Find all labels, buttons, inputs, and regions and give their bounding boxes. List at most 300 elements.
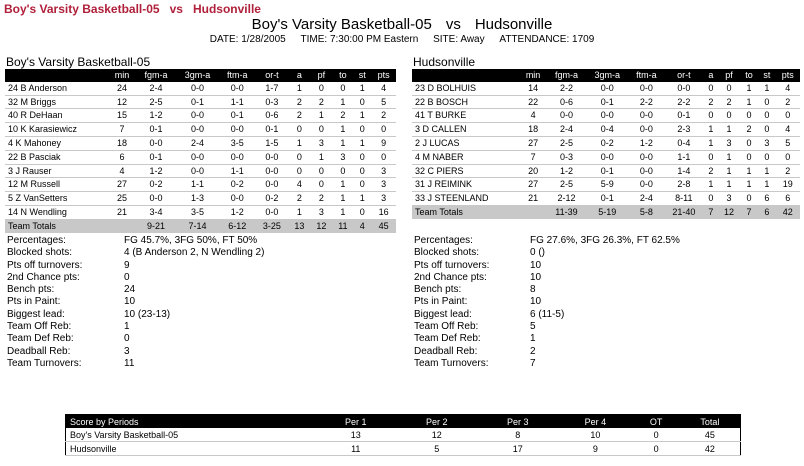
home-team-name: Boy's Varsity Basketball-05 bbox=[6, 55, 151, 69]
stat-value: 10 bbox=[124, 296, 136, 308]
away-box-score bbox=[412, 69, 800, 219]
periods-score: 45 bbox=[680, 428, 741, 442]
stat-cell: 0 bbox=[740, 150, 758, 164]
periods-score: 9 bbox=[558, 442, 632, 456]
game-site: SITE: Away bbox=[433, 34, 485, 45]
stat-cell: 3 bbox=[758, 136, 776, 150]
away-team-stats bbox=[414, 235, 804, 370]
stat-cell: 0-0 bbox=[547, 109, 586, 123]
stat-cell: 0-0 bbox=[136, 136, 176, 150]
player-name: 32 C PIERS bbox=[412, 164, 519, 178]
stat-cell: 1-2 bbox=[629, 136, 665, 150]
stat-value: 1 bbox=[124, 321, 130, 333]
stat-cell: 0 bbox=[758, 95, 776, 109]
player-row bbox=[412, 95, 800, 109]
stat-cell: 3 bbox=[371, 192, 396, 206]
column-header: pts bbox=[776, 69, 800, 82]
periods-header bbox=[66, 415, 741, 429]
player-name: 3 D CALLEN bbox=[412, 123, 519, 137]
stat-value: 4 (B Anderson 2, N Wendling 2) bbox=[124, 247, 265, 259]
stat-cell: 1-1 bbox=[176, 178, 219, 192]
stat-value: 3 bbox=[124, 345, 130, 357]
stat-cell: 1-5 bbox=[255, 136, 288, 150]
stat-cell: 0-1 bbox=[176, 95, 219, 109]
stat-cell: 0 bbox=[740, 109, 758, 123]
stat-cell: 19 bbox=[776, 178, 800, 192]
stat-cell: 0-0 bbox=[176, 82, 219, 95]
stat-cell: 0 bbox=[776, 150, 800, 164]
periods-score: 12 bbox=[396, 428, 477, 442]
stat-cell: 1 bbox=[740, 164, 758, 178]
stat-cell: 0 bbox=[353, 205, 371, 219]
stat-cell: 1 bbox=[288, 136, 310, 150]
stat-row bbox=[414, 260, 804, 272]
player-row bbox=[5, 205, 396, 219]
stat-cell: 2 bbox=[288, 192, 310, 206]
periods-column-header: Per 2 bbox=[396, 415, 477, 429]
player-row bbox=[412, 82, 800, 95]
header-vs: vs bbox=[445, 16, 461, 33]
column-header: 3gm-a bbox=[176, 69, 219, 82]
stat-cell: 6 bbox=[758, 192, 776, 206]
stat-cell: 0 bbox=[703, 82, 718, 95]
stat-cell: 27 bbox=[519, 178, 547, 192]
stat-row bbox=[414, 333, 804, 345]
stat-label: Pts off turnovers: bbox=[414, 259, 490, 271]
stat-value: 1 bbox=[530, 333, 536, 345]
stat-row bbox=[414, 247, 804, 259]
stat-cell: 0-3 bbox=[255, 95, 288, 109]
stat-cell: 0 bbox=[310, 164, 332, 178]
stat-cell: 2-4 bbox=[629, 192, 665, 206]
player-name: 3 J Rauser bbox=[5, 164, 108, 178]
stat-cell: 2 bbox=[288, 109, 310, 123]
stat-value: 10 bbox=[530, 271, 542, 283]
header-away-team: Hudsonville bbox=[474, 16, 553, 33]
stat-cell: 2-8 bbox=[664, 178, 703, 192]
stat-cell: 1 bbox=[353, 192, 371, 206]
stat-cell: 2 bbox=[740, 123, 758, 137]
stat-cell: 0 bbox=[353, 178, 371, 192]
stat-cell: 0-0 bbox=[176, 109, 219, 123]
totals-cell: 9-21 bbox=[136, 219, 176, 232]
totals-cell: 7 bbox=[703, 205, 718, 218]
player-name: 12 M Russell bbox=[5, 178, 108, 192]
periods-score: 11 bbox=[315, 442, 396, 456]
column-header: 3gm-a bbox=[586, 69, 629, 82]
stat-cell: 1-7 bbox=[255, 82, 288, 95]
stat-cell: 6 bbox=[776, 192, 800, 206]
stat-cell: 3 bbox=[718, 136, 740, 150]
stat-cell: 1-3 bbox=[176, 192, 219, 206]
stat-cell: 0 bbox=[353, 95, 371, 109]
stat-cell: 1 bbox=[703, 136, 718, 150]
player-row bbox=[412, 109, 800, 123]
stat-cell: 0-2 bbox=[255, 192, 288, 206]
player-name: 40 R DeHaan bbox=[5, 109, 108, 123]
stat-cell: 2-2 bbox=[629, 95, 665, 109]
player-row bbox=[5, 136, 396, 150]
stat-cell: 4 bbox=[519, 109, 547, 123]
stat-label: Blocked shots: bbox=[414, 247, 480, 259]
stat-value: 6 (11-5) bbox=[530, 308, 565, 320]
game-title bbox=[0, 16, 804, 33]
player-name: 41 T BURKE bbox=[412, 109, 519, 123]
stat-row bbox=[7, 309, 397, 321]
stat-cell: 27 bbox=[519, 136, 547, 150]
stat-cell: 1 bbox=[310, 150, 332, 164]
stat-cell: 1 bbox=[332, 95, 353, 109]
stat-value: 7 bbox=[530, 357, 536, 369]
stat-cell: 6 bbox=[108, 150, 136, 164]
stat-cell: 2-3 bbox=[664, 123, 703, 137]
stat-row bbox=[7, 333, 397, 345]
stat-cell: 2 bbox=[703, 95, 718, 109]
stat-row bbox=[7, 284, 397, 296]
stat-cell: 0-0 bbox=[586, 150, 629, 164]
stat-cell: 2 bbox=[310, 192, 332, 206]
stat-cell: 0-0 bbox=[629, 109, 665, 123]
stat-cell: 8-11 bbox=[664, 192, 703, 206]
stat-label: Deadball Reb: bbox=[7, 345, 71, 357]
stat-cell: 4 bbox=[776, 123, 800, 137]
stat-label: Percentages: bbox=[414, 235, 473, 246]
stat-cell: 1 bbox=[288, 205, 310, 219]
player-row bbox=[5, 82, 396, 95]
player-row bbox=[412, 164, 800, 178]
stat-label: Pts off turnovers: bbox=[7, 259, 83, 271]
stat-cell: 0 bbox=[310, 178, 332, 192]
stat-cell: 14 bbox=[519, 82, 547, 95]
stat-cell: 0-0 bbox=[629, 82, 665, 95]
stat-value: 10 bbox=[530, 259, 542, 271]
totals-cell: 3-25 bbox=[255, 219, 288, 232]
stat-cell: 3 bbox=[332, 150, 353, 164]
stat-cell: 0-0 bbox=[629, 123, 665, 137]
column-header: a bbox=[288, 69, 310, 82]
player-row bbox=[412, 192, 800, 206]
stat-cell: 2-5 bbox=[136, 95, 176, 109]
stat-cell: 0 bbox=[758, 109, 776, 123]
stat-cell: 1 bbox=[332, 178, 353, 192]
periods-column-header: Score by Periods bbox=[66, 415, 316, 429]
stat-cell: 0-2 bbox=[586, 136, 629, 150]
totals-cell: 11-39 bbox=[547, 205, 586, 218]
stat-cell: 0-0 bbox=[255, 164, 288, 178]
stat-cell: 0-0 bbox=[664, 82, 703, 95]
stat-cell: 3 bbox=[371, 164, 396, 178]
periods-team-name: Hudsonville bbox=[66, 442, 316, 456]
stat-row bbox=[414, 321, 804, 333]
stat-row bbox=[7, 358, 397, 370]
totals-cell: 7 bbox=[740, 205, 758, 218]
stat-value: 0 () bbox=[530, 247, 545, 259]
column-header: st bbox=[353, 69, 371, 82]
stat-cell: 2-4 bbox=[136, 82, 176, 95]
periods-score: 5 bbox=[396, 442, 477, 456]
stat-row bbox=[7, 260, 397, 272]
stat-cell: 0 bbox=[310, 82, 332, 95]
stat-cell: 0 bbox=[758, 150, 776, 164]
stat-cell: 16 bbox=[371, 205, 396, 219]
stat-label: 2nd Chance pts: bbox=[414, 271, 487, 283]
game-meta bbox=[0, 34, 804, 45]
stat-cell: 0 bbox=[288, 164, 310, 178]
stat-row bbox=[414, 272, 804, 284]
stat-cell: 2 bbox=[371, 109, 396, 123]
game-attendance: ATTENDANCE: 1709 bbox=[499, 34, 595, 45]
periods-row bbox=[66, 428, 741, 442]
stat-cell: 0-0 bbox=[586, 82, 629, 95]
totals-cell: 42 bbox=[776, 205, 800, 218]
column-header: a bbox=[703, 69, 718, 82]
stat-cell: 0-1 bbox=[586, 164, 629, 178]
stat-cell: 2 bbox=[718, 95, 740, 109]
player-row bbox=[412, 150, 800, 164]
stat-cell: 0 bbox=[310, 123, 332, 137]
totals-cell: 21-40 bbox=[664, 205, 703, 218]
stat-value: 10 bbox=[530, 296, 542, 308]
stat-cell: 0-0 bbox=[219, 82, 255, 95]
periods-column-header: OT bbox=[633, 415, 680, 429]
stat-cell: 2 bbox=[776, 95, 800, 109]
stat-cell: 1 bbox=[740, 95, 758, 109]
periods-column-header: Total bbox=[680, 415, 741, 429]
totals-cell: 7-14 bbox=[176, 219, 219, 232]
totals-cell: 4 bbox=[353, 219, 371, 232]
stat-cell: 22 bbox=[519, 95, 547, 109]
stat-cell: 0-6 bbox=[255, 109, 288, 123]
stat-label: Team Off Reb: bbox=[7, 321, 72, 333]
stat-cell: 3 bbox=[310, 136, 332, 150]
periods-column-header: Per 3 bbox=[477, 415, 558, 429]
top-away-team: Hudsonville bbox=[192, 2, 261, 16]
game-date: DATE: 1/28/2005 bbox=[209, 34, 286, 45]
player-name: 31 J REIMINK bbox=[412, 178, 519, 192]
stat-cell: 2-4 bbox=[176, 136, 219, 150]
periods-score: 10 bbox=[558, 428, 632, 442]
stat-cell: 4 bbox=[776, 82, 800, 95]
column-header: fgm-a bbox=[547, 69, 586, 82]
player-row bbox=[5, 192, 396, 206]
stat-label: Blocked shots: bbox=[7, 247, 73, 259]
stat-cell: 0-0 bbox=[219, 150, 255, 164]
stat-cell: 0-0 bbox=[629, 150, 665, 164]
stat-cell: 2-5 bbox=[547, 178, 586, 192]
stat-cell: 25 bbox=[108, 192, 136, 206]
periods-team-name: Boy's Varsity Basketball-05 bbox=[66, 428, 316, 442]
stat-cell: 0 bbox=[332, 82, 353, 95]
stat-label: Team Def Reb: bbox=[7, 333, 74, 345]
totals-cell: 5-19 bbox=[586, 205, 629, 218]
stat-cell: 15 bbox=[108, 109, 136, 123]
stat-cell: 0-0 bbox=[629, 178, 665, 192]
stat-cell: 0-0 bbox=[255, 205, 288, 219]
stat-value: 24 bbox=[124, 284, 136, 296]
stat-cell: 0-1 bbox=[586, 192, 629, 206]
home-team-stats bbox=[7, 235, 397, 370]
periods-row bbox=[66, 442, 741, 456]
stat-cell: 0-1 bbox=[664, 109, 703, 123]
player-row bbox=[412, 136, 800, 150]
stat-cell: 3 bbox=[371, 178, 396, 192]
stat-cell: 18 bbox=[519, 123, 547, 137]
stat-cell: 0-3 bbox=[547, 150, 586, 164]
column-header bbox=[5, 69, 108, 82]
totals-cell: 45 bbox=[371, 219, 396, 232]
stat-cell: 0-0 bbox=[255, 178, 288, 192]
player-name: 4 M NABER bbox=[412, 150, 519, 164]
stat-cell: 1-4 bbox=[664, 164, 703, 178]
stat-cell: 2-12 bbox=[547, 192, 586, 206]
player-name: 14 N Wendling bbox=[5, 205, 108, 219]
stat-cell: 5 bbox=[776, 136, 800, 150]
periods-score: 0 bbox=[633, 428, 680, 442]
stat-cell: 0 bbox=[703, 192, 718, 206]
stat-cell: 0-1 bbox=[136, 150, 176, 164]
stat-cell: 0 bbox=[332, 164, 353, 178]
stat-cell: 21 bbox=[108, 205, 136, 219]
stat-cell: 7 bbox=[108, 123, 136, 137]
stat-cell: 1 bbox=[288, 82, 310, 95]
stat-cell: 1-1 bbox=[219, 164, 255, 178]
stat-label: Biggest lead: bbox=[7, 308, 65, 320]
stat-row bbox=[414, 284, 804, 296]
stat-label: Deadball Reb: bbox=[414, 345, 478, 357]
column-header: or-t bbox=[664, 69, 703, 82]
player-row bbox=[5, 178, 396, 192]
stat-row bbox=[414, 309, 804, 321]
stat-cell: 1 bbox=[703, 178, 718, 192]
stat-cell: 0 bbox=[353, 164, 371, 178]
header-home-team: Boy's Varsity Basketball-05 bbox=[251, 16, 432, 33]
totals-cell: 12 bbox=[718, 205, 740, 218]
stat-cell: 2-4 bbox=[547, 123, 586, 137]
stat-cell: 1-2 bbox=[136, 164, 176, 178]
player-name: 24 B Anderson bbox=[5, 82, 108, 95]
stat-row bbox=[414, 296, 804, 308]
stat-cell: 3-5 bbox=[219, 136, 255, 150]
stat-row bbox=[7, 321, 397, 333]
stat-cell: 1 bbox=[718, 164, 740, 178]
totals-cell bbox=[108, 219, 136, 232]
stat-cell: 20 bbox=[519, 164, 547, 178]
stat-value: 5 bbox=[530, 321, 536, 333]
stat-cell: 1 bbox=[758, 178, 776, 192]
stat-cell: 1 bbox=[740, 178, 758, 192]
column-header: min bbox=[519, 69, 547, 82]
team-totals-row bbox=[412, 205, 800, 218]
periods-score: 0 bbox=[633, 442, 680, 456]
totals-cell: 6 bbox=[758, 205, 776, 218]
stat-value: 0 bbox=[124, 333, 130, 345]
stat-cell: 2-2 bbox=[664, 95, 703, 109]
stat-cell: 0-6 bbox=[547, 95, 586, 109]
column-header: min bbox=[108, 69, 136, 82]
stat-cell: 1 bbox=[310, 109, 332, 123]
stat-cell: 18 bbox=[108, 136, 136, 150]
top-home-team: Boy's Varsity Basketball-05 bbox=[4, 2, 160, 16]
stat-cell: 1-2 bbox=[219, 205, 255, 219]
stat-cell: 0-0 bbox=[586, 109, 629, 123]
stat-value: 0 bbox=[124, 271, 130, 283]
stat-row bbox=[7, 272, 397, 284]
player-name: 10 K Karasiewicz bbox=[5, 123, 108, 137]
stat-cell: 0 bbox=[740, 192, 758, 206]
column-header: pf bbox=[310, 69, 332, 82]
game-time: TIME: 7:30:00 PM Eastern bbox=[300, 34, 419, 45]
stat-cell: 2 bbox=[776, 164, 800, 178]
stat-cell: 0 bbox=[371, 150, 396, 164]
player-name: 23 D BOLHUIS bbox=[412, 82, 519, 95]
stat-cell: 0 bbox=[288, 123, 310, 137]
totals-cell: 6-12 bbox=[219, 219, 255, 232]
stat-label: Bench pts: bbox=[414, 284, 462, 296]
stat-cell: 9 bbox=[371, 136, 396, 150]
stat-cell: 0 bbox=[740, 136, 758, 150]
totals-cell: 5-8 bbox=[629, 205, 665, 218]
column-header bbox=[412, 69, 519, 82]
stat-cell: 2 bbox=[288, 95, 310, 109]
stat-cell: 3-4 bbox=[136, 205, 176, 219]
stat-cell: 2 bbox=[332, 109, 353, 123]
stat-cell: 0-0 bbox=[219, 123, 255, 137]
stat-cell: 1 bbox=[718, 178, 740, 192]
stat-cell: 0-0 bbox=[629, 164, 665, 178]
player-row bbox=[5, 164, 396, 178]
stat-cell: 0-1 bbox=[136, 123, 176, 137]
column-header: fgm-a bbox=[136, 69, 176, 82]
totals-label: Team Totals bbox=[5, 219, 108, 232]
stat-cell: 3-5 bbox=[176, 205, 219, 219]
player-row bbox=[5, 123, 396, 137]
stat-value: 2 bbox=[530, 345, 536, 357]
stat-cell: 1 bbox=[718, 150, 740, 164]
player-row bbox=[412, 178, 800, 192]
stat-label: Biggest lead: bbox=[414, 308, 472, 320]
team-totals-row bbox=[5, 219, 396, 232]
periods-score: 8 bbox=[477, 428, 558, 442]
stat-cell: 1 bbox=[332, 192, 353, 206]
stat-cell: 0 bbox=[703, 109, 718, 123]
home-box-score bbox=[5, 69, 396, 233]
player-name: 4 K Mahoney bbox=[5, 136, 108, 150]
stat-label: Team Turnovers: bbox=[7, 357, 82, 369]
column-header: to bbox=[740, 69, 758, 82]
stat-cell: 1 bbox=[740, 82, 758, 95]
stat-cell: 1 bbox=[718, 123, 740, 137]
away-team-name: Hudsonville bbox=[413, 55, 476, 69]
stat-cell: 2 bbox=[310, 95, 332, 109]
stat-value: 9 bbox=[124, 259, 130, 271]
stat-cell: 1-1 bbox=[219, 95, 255, 109]
stat-cell: 1-2 bbox=[136, 109, 176, 123]
stat-cell: 0 bbox=[718, 82, 740, 95]
stat-row bbox=[7, 296, 397, 308]
score-by-periods bbox=[65, 414, 741, 456]
stat-cell: 0 bbox=[288, 150, 310, 164]
periods-score: 13 bbox=[315, 428, 396, 442]
stat-cell: 2 bbox=[703, 164, 718, 178]
totals-cell: 11 bbox=[332, 219, 353, 232]
stat-label: Team Turnovers: bbox=[414, 357, 489, 369]
stat-cell: 12 bbox=[108, 95, 136, 109]
periods-score: 42 bbox=[680, 442, 741, 456]
stat-cell: 24 bbox=[108, 82, 136, 95]
periods-score: 17 bbox=[477, 442, 558, 456]
column-header: to bbox=[332, 69, 353, 82]
stat-row bbox=[414, 358, 804, 370]
